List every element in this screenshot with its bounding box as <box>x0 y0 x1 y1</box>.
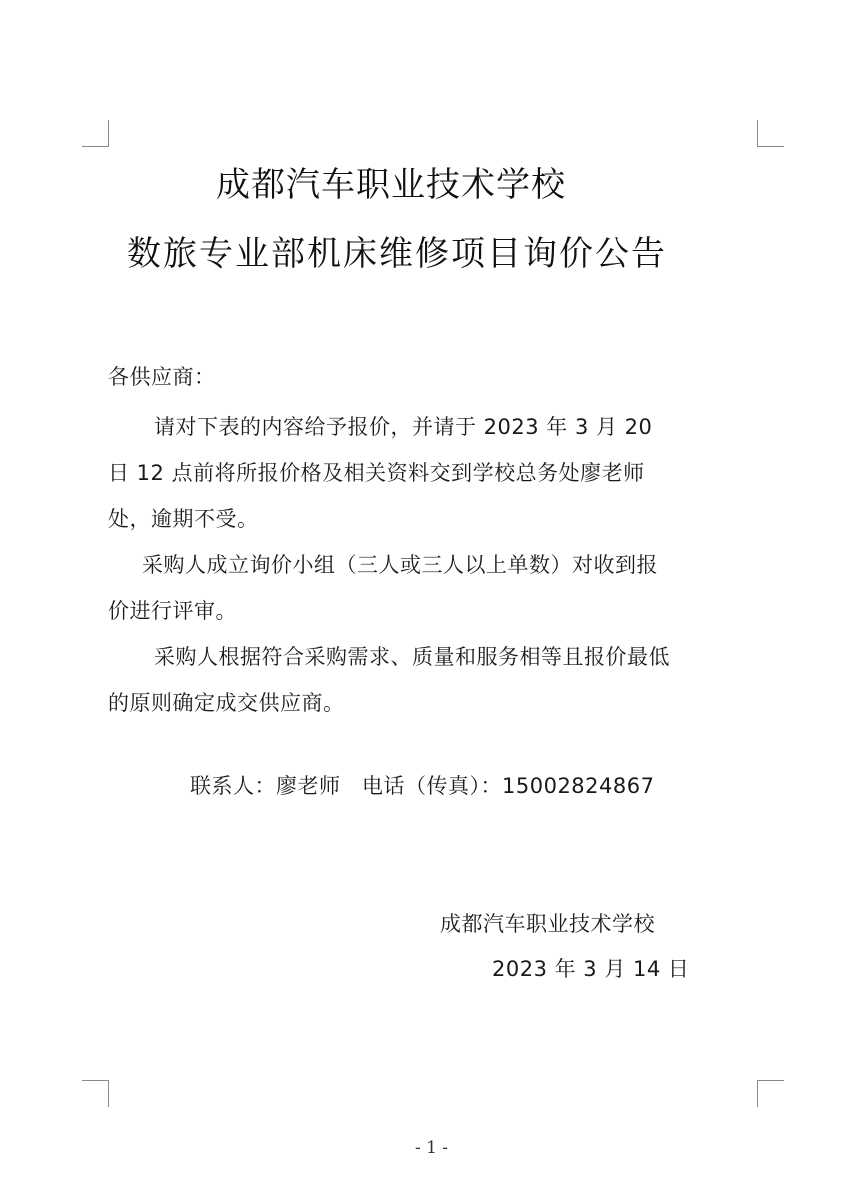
crop-mark-bottom-left <box>82 1080 109 1107</box>
document-title-line1: 成都汽车职业技术学校 <box>216 165 566 205</box>
signature-organization: 成都汽车职业技术学校 <box>440 912 655 936</box>
salutation: 各供应商： <box>108 365 216 389</box>
contact-line: 联系人：廖老师 电话（传真）：15002824867 <box>190 774 655 798</box>
page-number: - 1 - <box>414 1138 449 1158</box>
crop-mark-bottom-right <box>757 1080 784 1107</box>
paragraph-evaluation: 采购人成立询价小组（三人或三人以上单数）对收到报价进行评审。 <box>108 553 658 623</box>
paragraph-deadline: 请对下表的内容给予报价，并请于 2023 年 3 月 20 日 12 点前将所报价格及相关资料交到学校总务处廖老师处，逾期不受。 <box>108 415 653 531</box>
document-title-line2: 数旅专业部机床维修项目询价公告 <box>127 234 667 274</box>
signature-date: 2023 年 3 月 14 日 <box>492 957 690 981</box>
crop-mark-top-left <box>82 120 109 147</box>
crop-mark-top-right <box>757 120 784 147</box>
paragraph-selection: 采购人根据符合采购需求、质量和服务相等且报价最低的原则确定成交供应商。 <box>108 645 670 715</box>
